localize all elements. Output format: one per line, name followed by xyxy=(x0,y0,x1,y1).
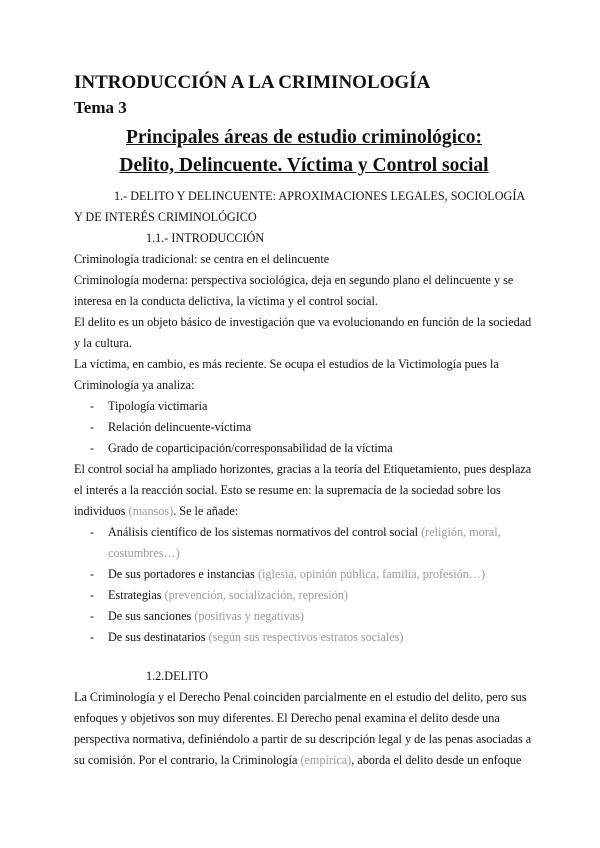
victim-list xyxy=(74,396,534,459)
section-1-2-heading: 1.2.DELITO xyxy=(146,669,209,683)
list-item: - De sus portadores e instancias (iglesia, opinión pública, familia, profesión…) xyxy=(90,567,486,581)
paragraph: Criminología tradicional: se centra en el delincuente xyxy=(74,252,330,266)
paragraph: Criminología moderna: perspectiva sociológica, deja en segundo plano el delincuente y se interesa en la conducta delictiva, la víctima y el control social. xyxy=(74,273,514,308)
subtitle-line-1: Principales áreas de estudio criminológico: xyxy=(125,127,483,148)
list-item: - De sus sanciones (positivas y negativas) xyxy=(90,609,304,623)
list-item: - Grado de coparticipación/corresponsabilidad de la víctima xyxy=(90,441,393,455)
paragraph: La Criminología y el Derecho Penal coinciden parcialmente en el estudio del delito, pero sus enfoques y objetivos son muy diferentes. El Derecho penal examina el delito desde una perspectiva normativa, definiéndolo a partir de su descripción legal y de las penas asociadas a su comisión. Por el contrario, la Criminología (empírica), aborda el delito desde un enfoque xyxy=(74,690,532,767)
paragraph: La víctima, en cambio, es más reciente. Se ocupa el estudios de la Victimología pues la Criminología ya analiza: xyxy=(74,357,499,392)
paragraph: El delito es un objeto básico de investigación que va evolucionando en función de la sociedad y la cultura. xyxy=(74,315,532,350)
section-1-1-heading: 1.1.- INTRODUCCIÓN xyxy=(146,231,265,245)
list-item: - Tipología victimaria xyxy=(90,399,208,413)
list-item: - Relación delincuente-víctima xyxy=(90,420,252,434)
document-title: INTRODUCCIÓN A LA CRIMINOLOGÍA xyxy=(74,72,431,93)
list-item: - De sus destinatarios (según sus respectivos estratos sociales) xyxy=(90,630,404,644)
list-item: - Análisis científico de los sistemas normativos del control social (religión, moral, costumbres…) xyxy=(90,525,501,560)
list-item: - Estrategias (prevención, socialización, represión) xyxy=(90,588,348,602)
paragraph: El control social ha ampliado horizontes, gracias a la teoría del Etiquetamiento, pues desplaza el interés a la reacción social. Esto se resume en: la supremacía de la sociedad sobre los individuos (mansos). Se le añade: xyxy=(74,462,532,518)
section-1-heading: 1.- DELITO Y DELINCUENTE: APROXIMACIONES LEGALES, SOCIOLOGÍA Y DE INTERÉS CRIMINOLÓGICO xyxy=(74,189,525,224)
topic-number: Tema 3 xyxy=(74,98,127,117)
subtitle-line-2: Delito, Delincuente. Víctima y Control social xyxy=(119,155,489,176)
social-control-list xyxy=(74,522,534,648)
document-page xyxy=(74,70,534,771)
